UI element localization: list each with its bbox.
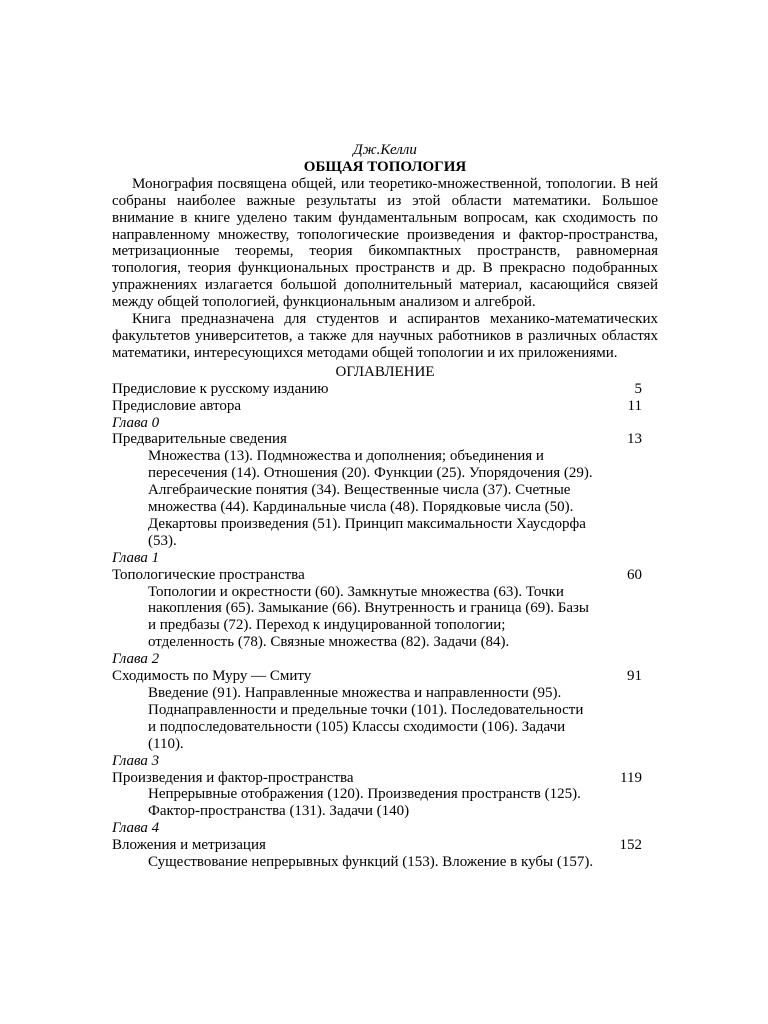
page-content [112, 142, 658, 871]
toc-section-line: Непрерывные отображения (120). Произведения пространств (125). [148, 786, 581, 803]
toc-entry-preface-russian [112, 381, 658, 398]
toc-entry-preface-author [112, 398, 658, 415]
toc-heading: ОГЛАВЛЕНИЕ [335, 363, 435, 380]
toc-section-line: множества (44). Кардинальные числа (48). Порядковые числа (50). [148, 499, 574, 516]
toc-section-line: Поднаправленности и предельные точки (101). Последовательности [148, 701, 584, 718]
toc-chapter-3-sections [112, 786, 658, 820]
toc-entry-label: Предисловие автора [112, 397, 241, 414]
abstract-paragraph-2: Книга предназначена для студентов и аспирантов механико-математических факультетов университетов, а также для научных работников в различных областях математики, интересующихся методами общей топологии и их приложениями. [112, 311, 658, 361]
toc-chapter-page: 152 [619, 837, 642, 854]
toc-chapter-2-title-row [112, 668, 658, 685]
toc-chapter-title: Вложения и метризация [112, 837, 266, 854]
toc-chapter-2-label: Глава 2 [112, 651, 160, 668]
toc-chapter-1-title-row [112, 567, 658, 584]
toc-section-line: Существование непрерывных функций (153). Вложение в кубы (157). [148, 854, 594, 871]
toc-section-line: (110). [148, 735, 184, 752]
toc-entry-page: 11 [627, 397, 642, 414]
toc-entry-label: Предисловие к русскому изданию [112, 380, 329, 397]
toc-section-line: Фактор-пространства (131). Задачи (140) [148, 803, 410, 820]
toc-entry-page: 5 [634, 380, 642, 397]
toc-chapter-title: Топологические пространства [112, 566, 305, 583]
toc-chapter-3-title-row [112, 770, 658, 787]
toc-chapter-title: Произведения и фактор-пространства [112, 769, 354, 786]
toc-section-line: пересечения (14). Отношения (20). Функции (25). Упорядочения (29). [148, 465, 593, 482]
toc-section-line: Множества (13). Подмножества и дополнения; объединения и [148, 448, 544, 465]
abstract-paragraph-1: Монография посвящена общей, или теоретико-множественной, топологии. В ней собраны наиболее важные результаты из этой области математики. Большое внимание в книге уделено таким фундаментальным вопросам, как сходимость по направленному множеству, топологические произведения и фактор-пространства, метризационные теоремы, теория бикомпактных пространств, равномерная топология, теория функциональных пространств и др. В прекрасно подобранных упражнениях излагается большой дополнительный материал, касающийся связей между общей топологией, функциональным анализом и алгеброй. [112, 175, 658, 311]
toc-chapter-page: 119 [620, 769, 642, 786]
toc-chapter-4-title-row [112, 837, 658, 854]
author-name: Дж.Келли [353, 142, 417, 158]
toc-section-line: (53). [148, 532, 177, 549]
toc-chapter-0-sections [112, 448, 658, 549]
book-title: ОБЩАЯ ТОПОЛОГИЯ [303, 158, 467, 175]
toc-chapter-1-sections [112, 584, 658, 652]
toc-chapter-title: Сходимость по Муру — Смиту [112, 668, 312, 685]
toc-chapter-page: 13 [627, 431, 642, 448]
toc-section-line: Декартовы произведения (51). Принцип максимальности Хаусдорфа [148, 515, 586, 532]
toc-chapter-3-label: Глава 3 [112, 752, 160, 769]
toc-chapter-page: 91 [627, 668, 642, 685]
toc-chapter-0-label: Глава 0 [112, 414, 160, 431]
toc-section-line: Алгебраические понятия (34). Вещественные числа (37). Счетные [148, 482, 571, 499]
toc-section-line: отделенность (78). Связные множества (82). Задачи (84). [148, 634, 510, 651]
toc-section-line: Введение (91). Направленные множества и направленности (95). [148, 685, 562, 701]
toc-chapter-0-title-row [112, 431, 658, 448]
toc-section-line: Топологии и окрестности (60). Замкнутые множества (63). Точки [148, 583, 564, 600]
toc-chapter-4-sections [112, 854, 658, 871]
toc-section-line: накопления (65). Замыкание (66). Внутренность и граница (69). Базы [148, 600, 589, 617]
toc-section-line: и предбазы (72). Переход к индуцированной топологии; [148, 617, 506, 634]
toc-chapter-4-label: Глава 4 [112, 820, 160, 837]
toc-chapter-title: Предварительные сведения [112, 431, 287, 448]
toc-chapter-1-label: Глава 1 [112, 549, 160, 566]
toc-chapter-page: 60 [627, 566, 642, 583]
table-of-contents [112, 381, 658, 871]
toc-section-line: и подпоследовательности (105) Классы сходимости (106). Задачи [148, 718, 566, 735]
toc-chapter-2-sections [112, 685, 658, 753]
